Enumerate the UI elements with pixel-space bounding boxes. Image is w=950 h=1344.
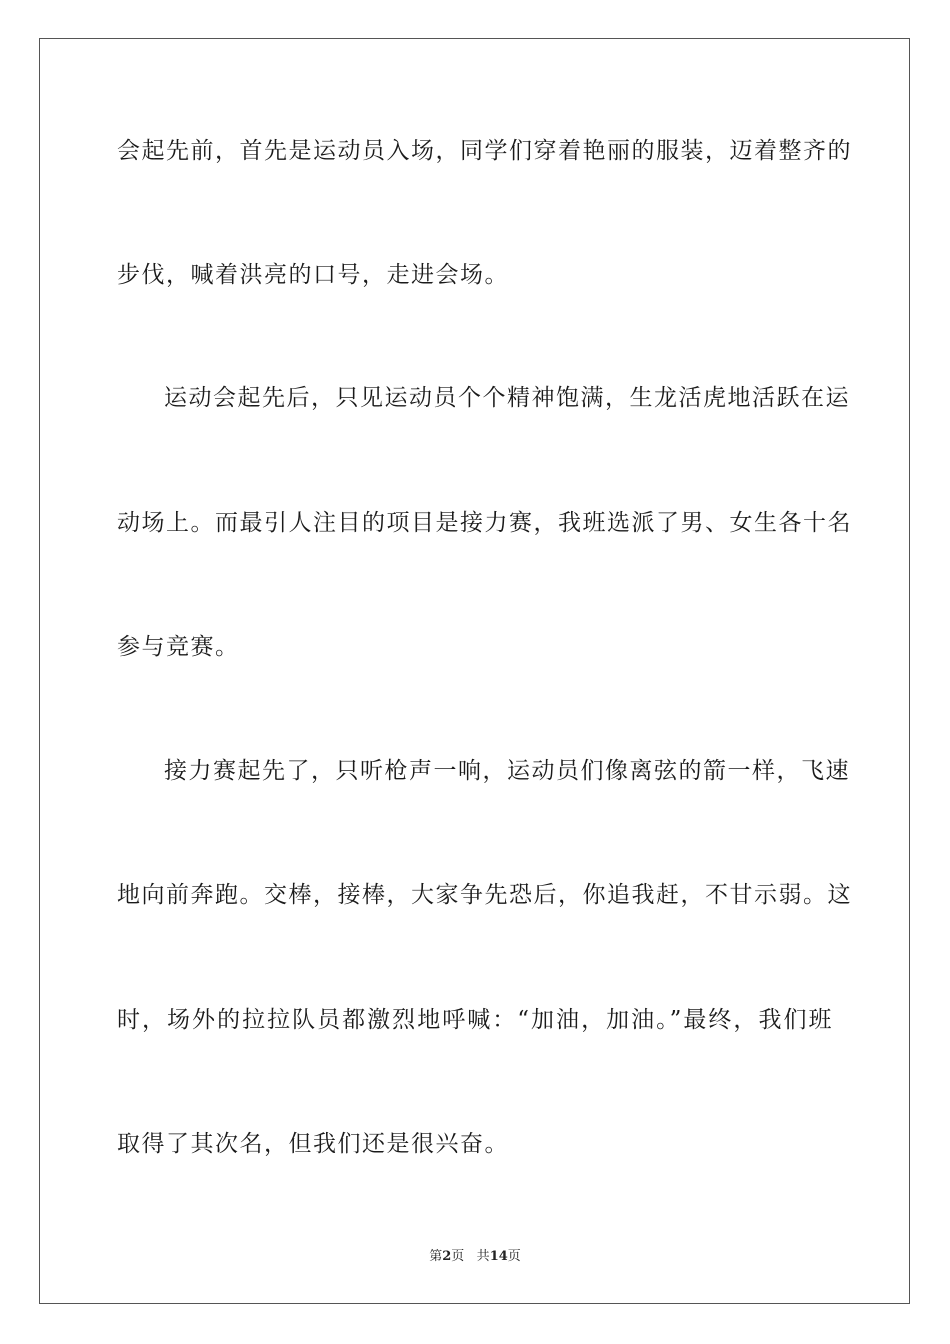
footer-total-suffix: 页 bbox=[507, 1249, 521, 1264]
text-line-indented: 接力赛起先了，只听枪声一响，运动员们像离弦的箭一样，飞速 bbox=[164, 758, 850, 784]
text-line: 参与竞赛。 bbox=[117, 634, 240, 660]
footer-page-suffix: 页 bbox=[451, 1249, 465, 1264]
text-line: 时，场外的拉拉队员都激烈地呼喊：“加油，加油。”最终，我们班 bbox=[117, 1007, 833, 1033]
footer-page-number: 2 bbox=[442, 1249, 452, 1264]
text-line: 地向前奔跑。交棒，接棒，大家争先恐后，你追我赶，不甘示弱。这 bbox=[117, 882, 852, 908]
footer-page-prefix: 第 bbox=[429, 1249, 443, 1264]
text-line: 会起先前，首先是运动员入场，同学们穿着艳丽的服装，迈着整齐的 bbox=[117, 138, 852, 164]
footer-total-pages: 14 bbox=[489, 1249, 508, 1264]
text-line-indented: 运动会起先后，只见运动员个个精神饱满，生龙活虎地活跃在运 bbox=[164, 385, 850, 411]
page-border bbox=[39, 38, 910, 1304]
text-line: 动场上。而最引人注目的项目是接力赛，我班选派了男、女生各十名 bbox=[117, 510, 852, 536]
text-line: 取得了其次名，但我们还是很兴奋。 bbox=[117, 1131, 509, 1157]
text-line: 步伐，喊着洪亮的口号，走进会场。 bbox=[117, 262, 509, 288]
page-footer bbox=[0, 1249, 950, 1265]
footer-total-prefix: 共 bbox=[476, 1249, 490, 1264]
